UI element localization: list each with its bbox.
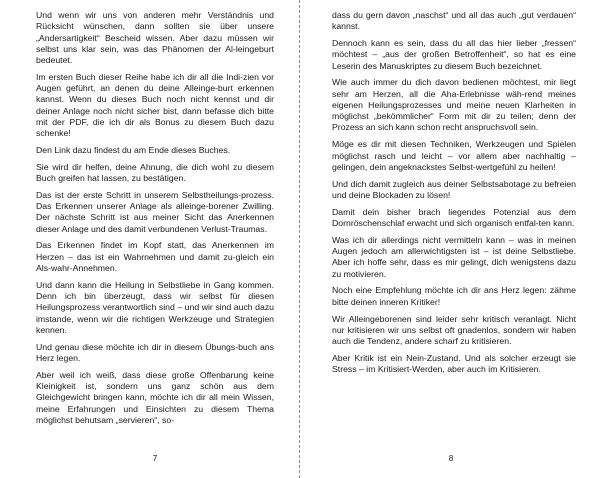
paragraph: Und wenn wir uns von anderen mehr Verständnis und Rücksicht wünschen, dann sollten sie über unsere „Andersartigkeit“ Bescheid wissen. Aber dazu müssen wir selbst uns klar sein, was das Phänomen der Al-leingeburt bedeutet. (36, 10, 274, 65)
paragraph: Dennoch kann es sein, dass du all das hier lieber „fressen“ möchtest – „aus der großen Betroffenheit“, so hat es eine Leserin des Manuskriptes zu diesem Buch bezeichnet. (332, 38, 576, 71)
paragraph: dass du gern davon „naschst“ und all das auch „gut verdauen“ kannst. (332, 10, 576, 32)
paragraph: Noch eine Empfehlung möchte ich dir ans Herz legen: zähme bitte deinen inneren Kritiker! (332, 285, 576, 307)
page-number-left: 7 (152, 454, 158, 463)
paragraph: Den Link dazu findest du am Ende dieses Buches. (36, 144, 231, 155)
paragraph: Und dich damit zugleich aus deiner Selbstsabotage zu befreien und deine Blockaden zu lösen! (332, 178, 576, 200)
page-number-right: 8 (448, 454, 454, 463)
paragraph: Und genau diese möchte ich dir in diesem Übungs-buch ans Herz legen. (36, 341, 274, 363)
paragraph: Aber weil ich weiß, dass diese große Offenbarung keine Kleinigkeit ist, sondern uns ganz schön aus dem Gleichgewicht bringen kann, möchte ich dir all mein Wissen, meine Erfahrungen und Einsichten zu diesem Thema möglichst behutsam „servieren“, so- (36, 369, 274, 425)
right-page (302, 0, 600, 478)
paragraph: Wie auch immer du dich davon bedienen möchtest, mir liegt sehr am Herzen, all die Aha-Erlebnisse wäh-rend meines eigenen Heilungsprozesses und meine neuen Klarheiten in möglichst „bekömmlicher“ Form mit dir zu teilen; denn der Prozess an sich kann schon recht anspruchsvoll sein. (332, 77, 576, 133)
paragraph: Damit dein bisher brach liegendes Potenzial aus dem Dornröschenschlaf erwacht und sich organisch entfal-ten kann. (332, 206, 576, 228)
paragraph: Was ich dir allerdings nicht vermitteln kann – was in meinen Augen jedoch am allerwichtigsten ist – ist deine Selbstliebe. Aber ich hoffe sehr, dass es mir gelingt, dich wenigstens dazu zu motivieren. (332, 234, 576, 279)
left-page (0, 0, 298, 478)
page-divider (299, 0, 300, 478)
paragraph: Möge es dir mit diesen Techniken, Werkzeugen und Spielen möglichst rasch und leicht – vor allem aber nachhaltig – gelingen, dein angeknackstes Selbst-wertgefühl zu heilen! (332, 139, 576, 172)
paragraph: Wir Alleingeborenen sind leider sehr kritisch veranlagt. Nicht nur kritisieren wir uns selbst oft gnadenlos, sondern wir haben auch die Tendenz, andere scharf zu kritisieren. (332, 313, 576, 346)
paragraph: Das Erkennen findet im Kopf statt, das Anerkennen im Herzen – das ist ein Wahrnehmen und damit zu-gleich ein Als-wahr-Annehmen. (36, 240, 274, 273)
paragraph: Im ersten Buch dieser Reihe habe ich dir all die Indi-zien vor Augen geführt, an denen du deine Alleinge-burt erkennen kannst. Wenn du dieses Buch noch nicht kennst und dir deiner Anlage noch nicht sicher bist, dann befasse dich bitte mit der PDF, die ich dir als Bonus zu diesem Buch dazu schenke! (36, 71, 274, 139)
paragraph: Sie wird dir helfen, deine Ahnung, die dich wohl zu diesem Buch greifen hat lassen, zu bestätigen. (36, 161, 274, 184)
paragraph: Das ist der erste Schritt in unserem Selbstheilungs-prozess. Das Erkennen unserer Anlage als alleinge-borener Zwilling. Der nächste Schritt ist aus meiner Sicht das Anerkennen dieser Anlage und des damit verbundenen Verlust-Traumas. (36, 189, 274, 234)
paragraph: Und dann kann die Heilung in Selbstliebe in Gang kommen. Denn ich bin überzeugt, dass wir selbst für diesen Heilungsprozess verantwortlich sind – und wir sind auch dazu imstande, wenn wir die richtigen Werkzeuge und Strategien kennen. (36, 279, 274, 335)
left-page-body (36, 10, 274, 426)
paragraph: Aber Kritik ist ein Nein-Zustand. Und als solcher erzeugt sie Stress – im Kritisiert-Werden, aber auch im Kritisieren. (332, 352, 576, 375)
right-page-body (332, 10, 576, 375)
